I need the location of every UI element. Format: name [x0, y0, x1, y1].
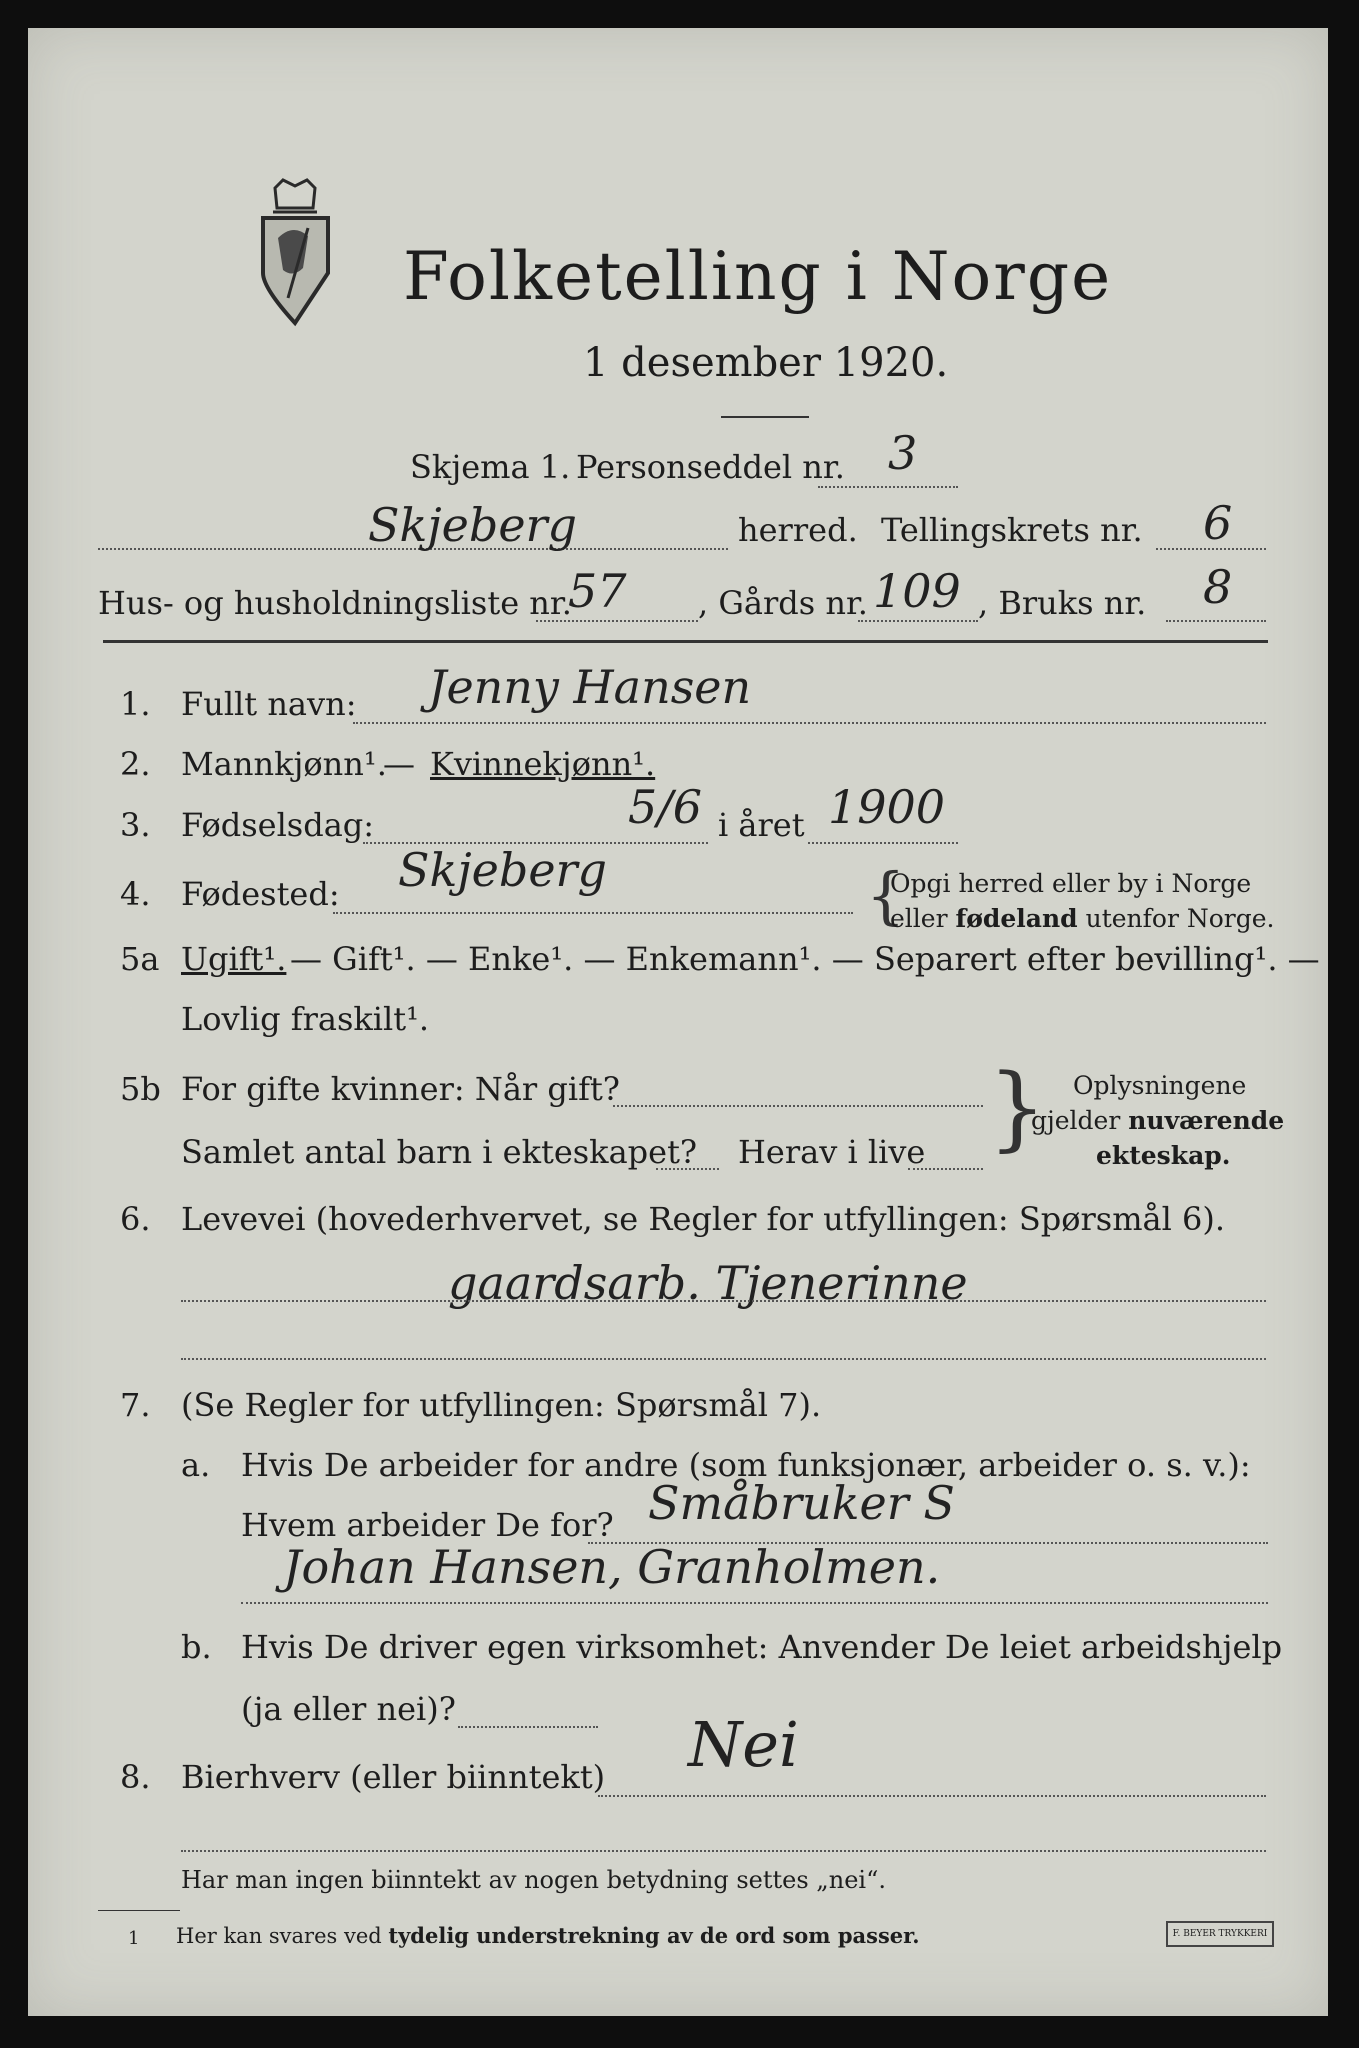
header-rule — [103, 640, 1268, 643]
q7b-answer-line — [458, 1726, 598, 1728]
personseddel-label: Personseddel nr. — [576, 448, 845, 486]
q5a-number: 5a — [120, 940, 160, 978]
herred-value: Skjeberg — [368, 498, 577, 552]
gards-label: , Gårds nr. — [698, 584, 868, 622]
q4-note-line1: Opgi herred eller by i Norge — [890, 869, 1252, 898]
q5b-antal-barn: Samlet antal barn i ekteskapet? — [181, 1133, 698, 1171]
q7a-letter: a. — [181, 1446, 211, 1484]
printer-stamp: F. BEYER TRYKKERI — [1166, 1921, 1274, 1947]
q6-line1 — [181, 1300, 1266, 1302]
herred-label: herred. — [738, 511, 858, 549]
q3-number: 3. — [120, 806, 151, 844]
skjema-label: Skjema 1. — [410, 448, 571, 486]
q2-number: 2. — [120, 745, 151, 783]
census-form — [28, 28, 1328, 2016]
q2-separator: — — [383, 745, 415, 783]
q7b-letter: b. — [181, 1628, 212, 1666]
q5b-note-line1: Oplysningene — [1073, 1071, 1247, 1100]
q1-label: Fullt navn: — [181, 685, 357, 723]
q7a-value1: Småbruker S — [648, 1476, 955, 1530]
q5b-herav: Herav i live — [738, 1133, 926, 1171]
gards-line — [858, 620, 978, 622]
q1-line — [353, 722, 1266, 724]
q8-number: 8. — [120, 1758, 151, 1796]
q7a-answer-line2 — [241, 1602, 1268, 1604]
q6-number: 6. — [120, 1200, 151, 1238]
footnote-rule — [98, 1910, 180, 1911]
tellingskrets-label: Tellingskrets nr. — [881, 511, 1143, 549]
q5b-brace: } — [988, 1054, 1047, 1161]
footnote-text — [176, 1923, 920, 1948]
q5a-fraskilt: Lovlig fraskilt¹. — [181, 1000, 430, 1038]
bruks-label: , Bruks nr. — [978, 584, 1147, 622]
q7b-line1: Hvis De driver egen virksomhet: Anvender De leiet arbeidshjelp — [241, 1628, 1283, 1666]
hus-label: Hus- og husholdningsliste nr. — [98, 584, 572, 622]
bruks-line — [1166, 620, 1266, 622]
personseddel-line — [818, 486, 958, 488]
tellingskrets-value: 6 — [1203, 496, 1233, 550]
q3-year-line — [808, 842, 958, 844]
q8-line2 — [181, 1850, 1266, 1852]
q4-value: Skjeberg — [398, 843, 607, 897]
q4-note-text-b: fødeland — [955, 904, 1078, 933]
q3-year-value: 1900 — [828, 780, 946, 834]
q8-value: Nei — [688, 1708, 799, 1781]
q5b-note-text-b: nuværende — [1128, 1106, 1285, 1135]
hus-value: 57 — [568, 564, 627, 618]
q3-value: 5/6 — [628, 780, 703, 834]
q6-value: gaardsarb. Tjenerinne — [448, 1256, 968, 1310]
q7a-line2: Hvem arbeider De for? — [241, 1506, 614, 1544]
footnote-text-b: tydelig understrekning av de ord som passer. — [388, 1923, 920, 1948]
q2-mann: Mannkjønn¹. — [181, 745, 387, 783]
q5a-ugift: Ugift¹. — [181, 940, 287, 978]
q7a-value2: Johan Hansen, Granholmen. — [283, 1540, 941, 1594]
q4-note-line2 — [890, 901, 1274, 937]
q7a-line1: Hvis De arbeider for andre (som funksjonær, arbeider o. s. v.): — [241, 1446, 1251, 1484]
gards-value: 109 — [873, 564, 961, 618]
q5b-note-text-a: gjelder — [1031, 1106, 1129, 1135]
q7-label: (Se Regler for utfyllingen: Spørsmål 7). — [181, 1386, 822, 1424]
q8-label: Bierhverv (eller biinntekt) — [181, 1758, 606, 1796]
footnote-number: 1 — [128, 1928, 140, 1949]
q8-line — [598, 1795, 1266, 1797]
q6-line2 — [181, 1358, 1266, 1360]
biinntekt-note: Har man ingen biinntekt av nogen betydning settes „nei“. — [181, 1866, 886, 1894]
coat-of-arms-icon — [253, 178, 338, 328]
q4-number: 4. — [120, 875, 151, 913]
q4-line — [333, 912, 853, 914]
q5b-line2 — [656, 1168, 719, 1170]
q5a-options: — Gift¹. — Enke¹. — Enkemann¹. — Separert efter bevilling¹. — — [290, 940, 1320, 978]
q5b-note-line2 — [1031, 1103, 1284, 1139]
footnote-text-a: Her kan svares ved — [176, 1924, 389, 1948]
q3-year-label: i året — [718, 806, 805, 844]
form-title: Folketelling i Norge — [403, 238, 1113, 315]
q1-value: Jenny Hansen — [428, 660, 752, 714]
q3-label: Fødselsdag: — [181, 806, 375, 844]
q4-label: Fødested: — [181, 875, 340, 913]
title-divider — [721, 416, 809, 418]
q7-number: 7. — [120, 1386, 151, 1424]
q5b-note-line3: ekteskap. — [1096, 1141, 1231, 1170]
census-date: 1 desember 1920. — [583, 340, 949, 386]
q5b-number: 5b — [120, 1070, 161, 1108]
q4-note-text-a: eller — [890, 904, 956, 933]
q5b-naar-gift: For gifte kvinner: Når gift? — [181, 1070, 620, 1108]
q2-kvinne: Kvinnekjønn¹. — [430, 745, 656, 783]
q6-label: Levevei (hovederhvervet, se Regler for utfyllingen: Spørsmål 6). — [181, 1200, 1226, 1238]
q4-brace: { — [866, 859, 906, 932]
q1-number: 1. — [120, 685, 151, 723]
q7b-line2: (ja eller nei)? — [241, 1690, 456, 1728]
hus-line — [536, 620, 698, 622]
q5b-line3 — [908, 1168, 983, 1170]
q5b-line1 — [613, 1105, 983, 1107]
q4-note-text-c: utenfor Norge. — [1077, 904, 1275, 933]
personseddel-value: 3 — [888, 426, 918, 480]
bruks-value: 8 — [1203, 560, 1233, 614]
